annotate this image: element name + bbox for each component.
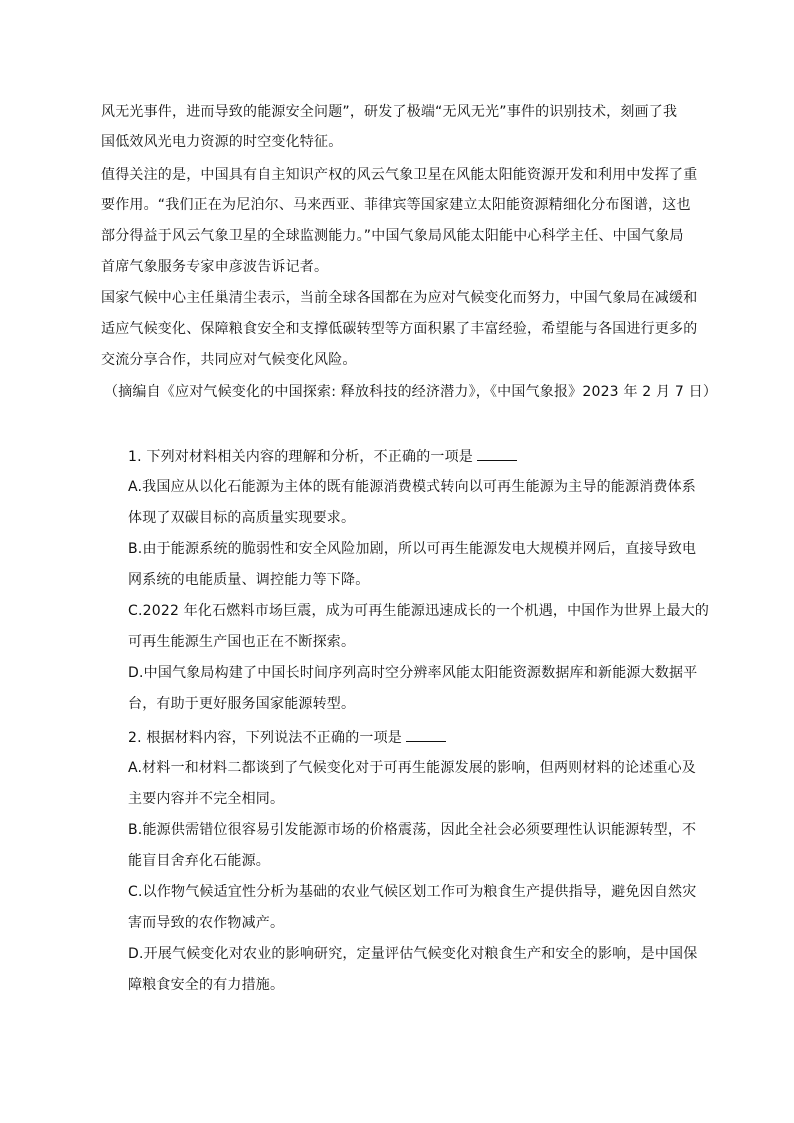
passage-line: 适应气候变化、保障粮食安全和支撑低碳转型等方面积累了丰富经验，希望能与各国进行更多的 xyxy=(101,321,698,337)
question-2-stem xyxy=(128,727,446,748)
question-1-option-b-cont: 网系统的电能质量、调控能力等下降。 xyxy=(128,572,370,588)
question-2-option-c-cont: 害而导致的农作物减产。 xyxy=(128,915,285,931)
question-1-option-b: B.由于能源系统的脆弱性和安全风险加剧，所以可再生能源发电大规模并网后，直接导致电 xyxy=(128,541,697,557)
question-2-stem-text: 2. 根据材料内容，下列说法不正确的一项是 xyxy=(128,730,403,746)
passage-line: 国低效风光电力资源的时空变化特征。 xyxy=(101,134,343,150)
question-1-stem-text: 1. 下列对材料相关内容的理解和分析，不正确的一项是 xyxy=(128,449,474,465)
question-1-option-a: A.我国应从以化石能源为主体的既有能源消费模式转向以可再生能源为主导的能源消费体系 xyxy=(128,479,696,495)
question-1-option-d: D.中国气象局构建了中国长时间序列高时空分辨率风能太阳能资源数据库和新能源大数据平 xyxy=(128,665,698,681)
passage-line: 国家气候中心主任巢清尘表示，当前全球各国都在为应对气候变化而努力，中国气象局在减缓和 xyxy=(101,290,698,306)
question-2-option-b: B.能源供需错位很容易引发能源市场的价格震荡，因此全社会必须要理性认识能源转型，不 xyxy=(128,822,697,838)
answer-blank[interactable] xyxy=(477,446,517,461)
question-1-option-c-cont: 可再生能源生产国也正在不断探索。 xyxy=(128,634,356,650)
passage-line: 风无光事件，进而导致的能源安全问题”，研发了极端“无风无光”事件的识别技术，刻画了我 xyxy=(101,104,678,120)
question-2-option-c: C.以作物气候适宜性分析为基础的农业气候区划工作可为粮食生产提供指导，避免因自然灾 xyxy=(128,884,697,900)
passage-line: 交流分享合作，共同应对气候变化风险。 xyxy=(101,352,357,368)
source-citation: （摘编自《应对气候变化的中国探索: 释放科技的经济潜力》，《中国气象报》2023 年 2 月 7 日） xyxy=(104,384,718,400)
passage-line: 要作用。“我们正在为尼泊尔、马来西亚、菲律宾等国家建立太阳能资源精细化分布图谱，这也 xyxy=(101,197,691,213)
question-1-stem xyxy=(128,446,517,467)
passage-line: 值得关注的是，中国具有自主知识产权的风云气象卫星在风能太阳能资源开发和利用中发挥了重 xyxy=(101,167,698,183)
question-2-option-a: A.材料一和材料二都谈到了气候变化对于可再生能源发展的影响，但两则材料的论述重心及 xyxy=(128,760,696,776)
question-1-option-c: C.2022 年化石燃料市场巨震，成为可再生能源迅速成长的一个机遇，中国作为世界上最大的 xyxy=(128,603,710,619)
question-1-option-d-cont: 台，有助于更好服务国家能源转型。 xyxy=(128,696,356,712)
passage-line: 部分得益于风云气象卫星的全球监测能力。”中国气象局风能太阳能中心科学主任、中国气象局 xyxy=(101,228,684,244)
question-2-option-d-cont: 障粮食安全的有力措施。 xyxy=(128,977,285,993)
question-2-option-a-cont: 主要内容并不完全相同。 xyxy=(128,791,285,807)
question-1-option-a-cont: 体现了双碳目标的高质量实现要求。 xyxy=(128,510,356,526)
passage-line: 首席气象服务专家申彦波告诉记者。 xyxy=(101,259,329,275)
question-2-option-d: D.开展气候变化对农业的影响研究，定量评估气候变化对粮食生产和安全的影响，是中国保 xyxy=(128,946,698,962)
question-2-option-b-cont: 能盲目舍弃化石能源。 xyxy=(128,853,270,869)
answer-blank[interactable] xyxy=(406,727,446,742)
